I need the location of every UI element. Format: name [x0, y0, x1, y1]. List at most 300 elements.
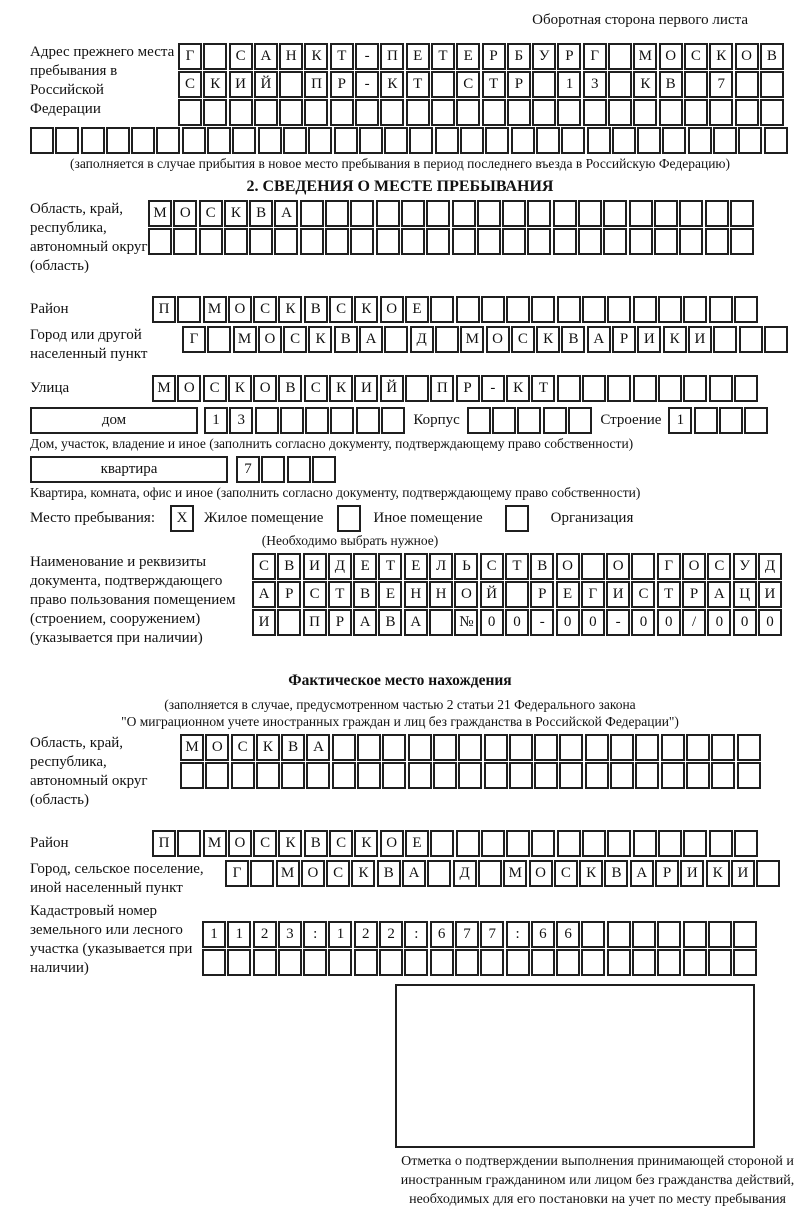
char-box[interactable]: А	[252, 581, 276, 608]
char-box[interactable]	[401, 228, 425, 255]
char-box[interactable]	[635, 734, 659, 761]
char-box[interactable]: К	[536, 326, 560, 353]
char-box[interactable]: -	[530, 609, 554, 636]
char-box[interactable]	[205, 762, 229, 789]
char-box[interactable]: Р	[330, 71, 354, 98]
char-box[interactable]: С	[178, 71, 202, 98]
char-box[interactable]: О	[556, 553, 580, 580]
char-box[interactable]	[312, 456, 336, 483]
char-box[interactable]	[356, 407, 380, 434]
char-box[interactable]	[178, 99, 202, 126]
char-box[interactable]	[180, 762, 204, 789]
char-box[interactable]	[713, 326, 737, 353]
char-box[interactable]	[683, 830, 707, 857]
char-box[interactable]: А	[254, 43, 278, 70]
char-box[interactable]	[760, 99, 784, 126]
char-box[interactable]	[561, 127, 585, 154]
char-box[interactable]	[581, 553, 605, 580]
char-box[interactable]: О	[253, 375, 277, 402]
char-box[interactable]	[631, 553, 655, 580]
char-box[interactable]	[455, 949, 479, 976]
char-box[interactable]: М	[203, 830, 227, 857]
char-box[interactable]: 1	[557, 71, 581, 98]
char-box[interactable]: М	[152, 375, 176, 402]
char-box[interactable]: С	[554, 860, 578, 887]
char-box[interactable]: К	[633, 71, 657, 98]
char-box[interactable]: Р	[456, 375, 480, 402]
char-box[interactable]: Р	[682, 581, 706, 608]
char-box[interactable]	[633, 375, 657, 402]
char-box[interactable]	[279, 71, 303, 98]
char-box[interactable]: Н	[279, 43, 303, 70]
char-box[interactable]	[354, 949, 378, 976]
char-box[interactable]	[578, 228, 602, 255]
char-box[interactable]	[325, 228, 349, 255]
char-box[interactable]	[531, 830, 555, 857]
char-box[interactable]	[531, 949, 555, 976]
char-box[interactable]	[553, 228, 577, 255]
char-box[interactable]: И	[637, 326, 661, 353]
char-box[interactable]	[764, 127, 788, 154]
char-box[interactable]	[456, 296, 480, 323]
char-box[interactable]: К	[329, 375, 353, 402]
char-box[interactable]: С	[252, 553, 276, 580]
char-box[interactable]: У	[733, 553, 757, 580]
street-row[interactable]	[152, 375, 759, 402]
char-box[interactable]	[227, 949, 251, 976]
char-box[interactable]: С	[203, 375, 227, 402]
char-box[interactable]	[608, 99, 632, 126]
char-box[interactable]	[735, 71, 759, 98]
char-box[interactable]	[478, 860, 502, 887]
char-box[interactable]: К	[380, 71, 404, 98]
char-box[interactable]	[582, 830, 606, 857]
char-box[interactable]	[708, 921, 732, 948]
char-box[interactable]: Т	[378, 553, 402, 580]
char-box[interactable]: Е	[405, 830, 429, 857]
char-box[interactable]: Ц	[733, 581, 757, 608]
char-box[interactable]	[231, 762, 255, 789]
char-box[interactable]: М	[276, 860, 300, 887]
char-box[interactable]	[532, 99, 556, 126]
char-box[interactable]: О	[659, 43, 683, 70]
char-box[interactable]: С	[326, 860, 350, 887]
prev-address-row-1[interactable]	[178, 43, 785, 70]
char-box[interactable]: 0	[657, 609, 681, 636]
char-box[interactable]	[683, 949, 707, 976]
char-box[interactable]	[359, 127, 383, 154]
char-box[interactable]: 7	[455, 921, 479, 948]
char-box[interactable]	[156, 127, 180, 154]
char-box[interactable]	[202, 949, 226, 976]
char-box[interactable]	[287, 456, 311, 483]
char-box[interactable]	[708, 949, 732, 976]
char-box[interactable]	[278, 949, 302, 976]
char-box[interactable]: 6	[430, 921, 454, 948]
char-box[interactable]: С	[480, 553, 504, 580]
char-box[interactable]: 0	[733, 609, 757, 636]
char-box[interactable]: 2	[253, 921, 277, 948]
char-box[interactable]	[502, 200, 526, 227]
char-box[interactable]	[583, 99, 607, 126]
char-box[interactable]: Р	[328, 609, 352, 636]
char-box[interactable]	[207, 127, 231, 154]
char-box[interactable]	[427, 860, 451, 887]
char-box[interactable]	[705, 200, 729, 227]
char-box[interactable]	[81, 127, 105, 154]
char-box[interactable]	[477, 200, 501, 227]
char-box[interactable]: Г	[225, 860, 249, 887]
char-box[interactable]: К	[228, 375, 252, 402]
char-box[interactable]	[306, 762, 330, 789]
char-box[interactable]: В	[334, 326, 358, 353]
char-box[interactable]	[481, 296, 505, 323]
char-box[interactable]	[429, 609, 453, 636]
char-box[interactable]	[705, 228, 729, 255]
korpus-row[interactable]	[467, 407, 593, 434]
char-box[interactable]	[224, 228, 248, 255]
char-box[interactable]: А	[587, 326, 611, 353]
char-box[interactable]: О	[228, 830, 252, 857]
char-box[interactable]: И	[731, 860, 755, 887]
char-box[interactable]: Е	[405, 296, 429, 323]
char-box[interactable]: Г	[657, 553, 681, 580]
char-box[interactable]	[401, 200, 425, 227]
char-box[interactable]: А	[306, 734, 330, 761]
char-box[interactable]	[304, 99, 328, 126]
region-row-1[interactable]	[148, 200, 755, 227]
char-box[interactable]	[229, 99, 253, 126]
char-box[interactable]: Р	[530, 581, 554, 608]
document-row-2[interactable]	[252, 581, 783, 608]
char-box[interactable]: Р	[482, 43, 506, 70]
document-row-3[interactable]	[252, 609, 783, 636]
char-box[interactable]	[435, 326, 459, 353]
char-box[interactable]	[480, 949, 504, 976]
char-box[interactable]	[734, 375, 758, 402]
char-box[interactable]	[527, 228, 551, 255]
char-box[interactable]	[679, 228, 703, 255]
char-box[interactable]: О	[301, 860, 325, 887]
char-box[interactable]	[277, 609, 301, 636]
char-box[interactable]	[253, 949, 277, 976]
char-box[interactable]	[709, 830, 733, 857]
char-box[interactable]: Р	[612, 326, 636, 353]
char-box[interactable]: С	[283, 326, 307, 353]
char-box[interactable]: А	[274, 200, 298, 227]
char-box[interactable]	[633, 830, 657, 857]
char-box[interactable]	[280, 407, 304, 434]
char-box[interactable]: О	[529, 860, 553, 887]
char-box[interactable]: В	[530, 553, 554, 580]
char-box[interactable]: О	[173, 200, 197, 227]
char-box[interactable]: У	[532, 43, 556, 70]
char-box[interactable]: А	[359, 326, 383, 353]
char-box[interactable]	[303, 949, 327, 976]
char-box[interactable]	[553, 200, 577, 227]
char-box[interactable]: И	[688, 326, 712, 353]
char-box[interactable]: 1	[204, 407, 228, 434]
char-box[interactable]: А	[353, 609, 377, 636]
char-box[interactable]	[557, 296, 581, 323]
char-box[interactable]	[756, 860, 780, 887]
char-box[interactable]: -	[481, 375, 505, 402]
char-box[interactable]	[55, 127, 79, 154]
char-box[interactable]	[350, 228, 374, 255]
char-box[interactable]: К	[308, 326, 332, 353]
char-box[interactable]: В	[378, 609, 402, 636]
char-box[interactable]	[607, 921, 631, 948]
char-box[interactable]	[709, 375, 733, 402]
char-box[interactable]: В	[304, 830, 328, 857]
char-box[interactable]	[531, 296, 555, 323]
char-box[interactable]: С	[303, 581, 327, 608]
char-box[interactable]	[760, 71, 784, 98]
char-box[interactable]: О	[380, 830, 404, 857]
actual-city-row[interactable]	[225, 860, 782, 887]
char-box[interactable]	[509, 734, 533, 761]
char-box[interactable]	[258, 127, 282, 154]
char-box[interactable]: Д	[758, 553, 782, 580]
char-box[interactable]: О	[258, 326, 282, 353]
char-box[interactable]	[659, 99, 683, 126]
char-box[interactable]: А	[402, 860, 426, 887]
char-box[interactable]	[376, 228, 400, 255]
char-box[interactable]	[559, 762, 583, 789]
char-box[interactable]	[467, 407, 491, 434]
char-box[interactable]: С	[304, 375, 328, 402]
char-box[interactable]: 0	[758, 609, 782, 636]
char-box[interactable]: В	[278, 375, 302, 402]
char-box[interactable]	[279, 99, 303, 126]
char-box[interactable]	[509, 762, 533, 789]
char-box[interactable]: Н	[404, 581, 428, 608]
char-box[interactable]	[568, 407, 592, 434]
char-box[interactable]: С	[253, 296, 277, 323]
char-box[interactable]	[557, 830, 581, 857]
char-box[interactable]: П	[430, 375, 454, 402]
char-box[interactable]: К	[278, 830, 302, 857]
char-box[interactable]	[452, 228, 476, 255]
char-box[interactable]	[654, 200, 678, 227]
char-box[interactable]	[334, 127, 358, 154]
char-box[interactable]	[658, 830, 682, 857]
char-box[interactable]	[173, 228, 197, 255]
char-box[interactable]: -	[355, 43, 379, 70]
char-box[interactable]: М	[460, 326, 484, 353]
char-box[interactable]	[635, 762, 659, 789]
char-box[interactable]	[658, 296, 682, 323]
char-box[interactable]	[506, 949, 530, 976]
char-box[interactable]	[452, 200, 476, 227]
char-box[interactable]	[376, 200, 400, 227]
apartment-number-row[interactable]	[236, 456, 337, 483]
char-box[interactable]: 3	[583, 71, 607, 98]
char-box[interactable]	[182, 127, 206, 154]
char-box[interactable]	[305, 407, 329, 434]
char-box[interactable]	[456, 99, 480, 126]
char-box[interactable]: В	[760, 43, 784, 70]
char-box[interactable]	[633, 296, 657, 323]
char-box[interactable]: Р	[507, 71, 531, 98]
char-box[interactable]: С	[329, 296, 353, 323]
char-box[interactable]: С	[684, 43, 708, 70]
char-box[interactable]: П	[380, 43, 404, 70]
char-box[interactable]: Г	[182, 326, 206, 353]
char-box[interactable]: Е	[406, 43, 430, 70]
char-box[interactable]: 1	[227, 921, 251, 948]
char-box[interactable]: 6	[531, 921, 555, 948]
city-row[interactable]	[182, 326, 789, 353]
char-box[interactable]: К	[203, 71, 227, 98]
char-box[interactable]	[632, 949, 656, 976]
char-box[interactable]: О	[205, 734, 229, 761]
char-box[interactable]	[582, 296, 606, 323]
char-box[interactable]	[633, 99, 657, 126]
char-box[interactable]	[686, 762, 710, 789]
region-row-2[interactable]	[148, 228, 755, 255]
char-box[interactable]: О	[177, 375, 201, 402]
char-box[interactable]: К	[354, 296, 378, 323]
char-box[interactable]: Г	[581, 581, 605, 608]
char-box[interactable]	[735, 99, 759, 126]
char-box[interactable]	[384, 127, 408, 154]
char-box[interactable]	[435, 127, 459, 154]
char-box[interactable]	[629, 200, 653, 227]
char-box[interactable]	[654, 228, 678, 255]
char-box[interactable]	[460, 127, 484, 154]
char-box[interactable]	[177, 830, 201, 857]
char-box[interactable]: К	[506, 375, 530, 402]
cadastral-row-2[interactable]	[202, 949, 759, 976]
char-box[interactable]: К	[256, 734, 280, 761]
char-box[interactable]	[332, 762, 356, 789]
char-box[interactable]: Р	[277, 581, 301, 608]
char-box[interactable]	[719, 407, 743, 434]
char-box[interactable]: :	[506, 921, 530, 948]
char-box[interactable]	[481, 830, 505, 857]
char-box[interactable]	[199, 228, 223, 255]
char-box[interactable]: Е	[353, 553, 377, 580]
char-box[interactable]: М	[203, 296, 227, 323]
char-box[interactable]	[556, 949, 580, 976]
char-box[interactable]: :	[303, 921, 327, 948]
char-box[interactable]	[506, 296, 530, 323]
char-box[interactable]: И	[303, 553, 327, 580]
char-box[interactable]	[534, 762, 558, 789]
char-box[interactable]	[661, 762, 685, 789]
char-box[interactable]	[711, 734, 735, 761]
char-box[interactable]: К	[304, 43, 328, 70]
char-box[interactable]	[357, 734, 381, 761]
char-box[interactable]	[261, 456, 285, 483]
char-box[interactable]: В	[561, 326, 585, 353]
char-box[interactable]: К	[278, 296, 302, 323]
char-box[interactable]: К	[706, 860, 730, 887]
char-box[interactable]: Д	[453, 860, 477, 887]
char-box[interactable]	[730, 228, 754, 255]
char-box[interactable]	[355, 99, 379, 126]
char-box[interactable]	[527, 200, 551, 227]
char-box[interactable]	[607, 375, 631, 402]
char-box[interactable]	[534, 734, 558, 761]
char-box[interactable]	[632, 921, 656, 948]
char-box[interactable]: В	[304, 296, 328, 323]
char-box[interactable]	[106, 127, 130, 154]
char-box[interactable]: О	[454, 581, 478, 608]
char-box[interactable]	[679, 200, 703, 227]
char-box[interactable]	[207, 326, 231, 353]
char-box[interactable]	[430, 296, 454, 323]
char-box[interactable]: С	[253, 830, 277, 857]
char-box[interactable]	[608, 43, 632, 70]
char-box[interactable]	[330, 99, 354, 126]
char-box[interactable]: Н	[429, 581, 453, 608]
char-box[interactable]: Т	[406, 71, 430, 98]
char-box[interactable]	[458, 734, 482, 761]
char-box[interactable]: -	[355, 71, 379, 98]
char-box[interactable]	[733, 949, 757, 976]
char-box[interactable]: Г	[583, 43, 607, 70]
char-box[interactable]: П	[152, 830, 176, 857]
char-box[interactable]	[381, 407, 405, 434]
char-box[interactable]	[657, 921, 681, 948]
char-box[interactable]	[426, 228, 450, 255]
residence-type-checkbox-dwelling[interactable]: X	[170, 505, 194, 532]
char-box[interactable]: Л	[429, 553, 453, 580]
char-box[interactable]: 1	[328, 921, 352, 948]
char-box[interactable]	[406, 99, 430, 126]
char-box[interactable]	[148, 228, 172, 255]
char-box[interactable]	[607, 949, 631, 976]
char-box[interactable]	[737, 734, 761, 761]
char-box[interactable]	[431, 99, 455, 126]
char-box[interactable]: Й	[480, 581, 504, 608]
char-box[interactable]: 0	[707, 609, 731, 636]
char-box[interactable]	[734, 830, 758, 857]
char-box[interactable]: А	[630, 860, 654, 887]
char-box[interactable]	[557, 99, 581, 126]
char-box[interactable]	[431, 71, 455, 98]
char-box[interactable]	[382, 734, 406, 761]
char-box[interactable]	[607, 296, 631, 323]
char-box[interactable]: Е	[456, 43, 480, 70]
char-box[interactable]: П	[304, 71, 328, 98]
char-box[interactable]	[612, 127, 636, 154]
char-box[interactable]	[409, 127, 433, 154]
cadastral-row-1[interactable]	[202, 921, 759, 948]
char-box[interactable]: 2	[379, 921, 403, 948]
char-box[interactable]: 7	[480, 921, 504, 948]
char-box[interactable]: Т	[330, 43, 354, 70]
char-box[interactable]: В	[353, 581, 377, 608]
char-box[interactable]: В	[249, 200, 273, 227]
char-box[interactable]: Г	[178, 43, 202, 70]
char-box[interactable]	[733, 921, 757, 948]
char-box[interactable]: К	[224, 200, 248, 227]
char-box[interactable]: 1	[668, 407, 692, 434]
char-box[interactable]: -	[606, 609, 630, 636]
prev-address-row-2[interactable]	[178, 71, 785, 98]
char-box[interactable]	[249, 228, 273, 255]
char-box[interactable]: Е	[404, 553, 428, 580]
char-box[interactable]: С	[329, 830, 353, 857]
char-box[interactable]	[734, 296, 758, 323]
char-box[interactable]	[507, 99, 531, 126]
char-box[interactable]: Р	[557, 43, 581, 70]
char-box[interactable]	[456, 830, 480, 857]
residence-type-checkbox-organization[interactable]	[505, 505, 529, 532]
